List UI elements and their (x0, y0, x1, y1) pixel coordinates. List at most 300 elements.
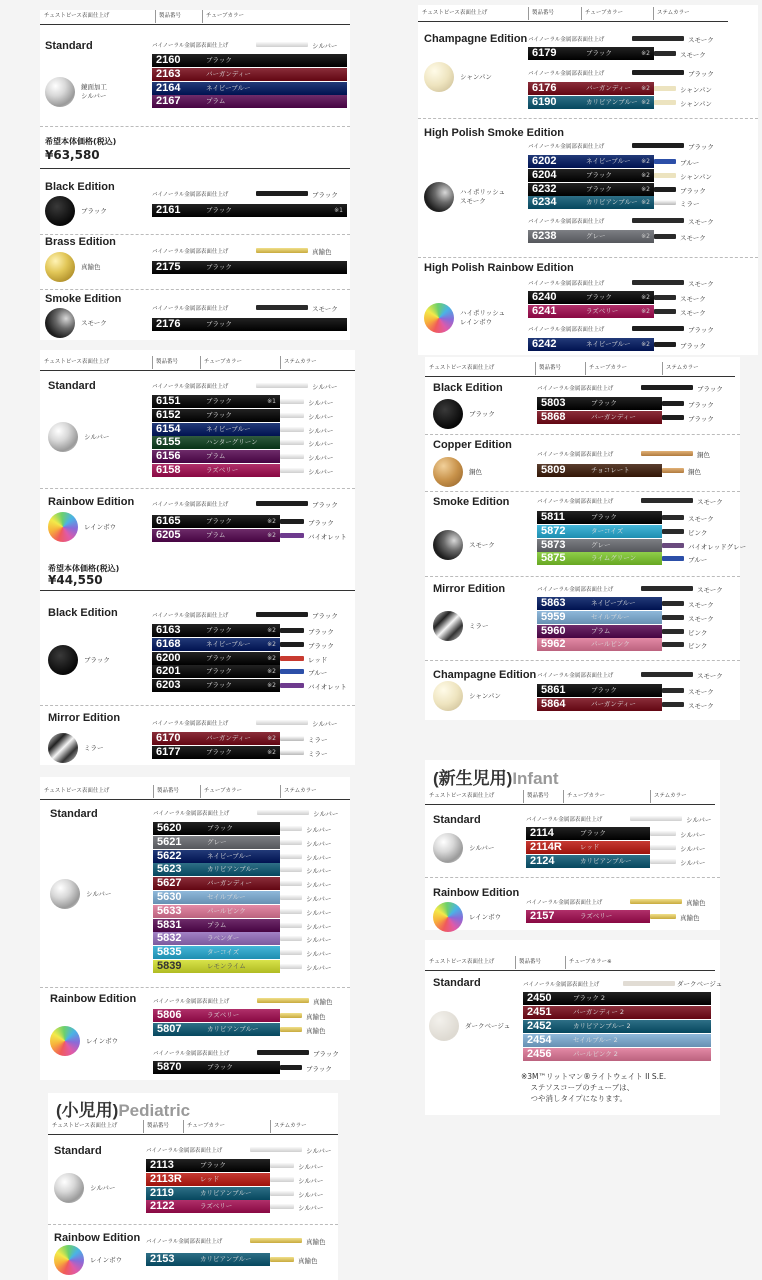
stem-color: ミラー (308, 749, 328, 758)
tube-color-name: ブラック (586, 170, 612, 179)
tube-color-name: カリビアンブルー (207, 865, 259, 874)
product-row[interactable] (153, 850, 280, 863)
product-row[interactable] (523, 1020, 711, 1033)
stem-color: シルバー (298, 1204, 324, 1213)
divider (425, 434, 740, 435)
chestpiece-swatch (45, 252, 75, 282)
edition-title: Copper Edition (433, 439, 512, 451)
header-separator (152, 356, 153, 369)
stem-color: スモーク (680, 51, 706, 59)
product-code: 6200 (156, 651, 181, 664)
edition-title: Smoke Edition (45, 293, 122, 305)
product-row[interactable] (152, 450, 280, 463)
binaural-value: ブラック (313, 1050, 339, 1058)
product-code: 6179 (532, 47, 557, 59)
product-row[interactable] (152, 624, 280, 637)
panel-pediatric (48, 1093, 338, 1280)
product-code: 5811 (541, 511, 565, 523)
stem-color: ブルー (308, 669, 328, 678)
stem-swatch (280, 881, 302, 886)
tube-color-name: カリビアンブルー (580, 856, 632, 865)
stem-color: ブラック (308, 641, 334, 650)
stem-color: シルバー (306, 853, 332, 862)
product-code: 2163 (156, 67, 181, 80)
stem-color: ブルー (680, 159, 700, 167)
chestpiece-finish-label: スモーク (469, 541, 495, 549)
product-code: 5621 (157, 835, 182, 848)
stem-color: シルバー (306, 922, 332, 931)
binaural-value: スモーク (312, 305, 338, 313)
binaural-label: バイノーラル金属部表面仕上げ (153, 811, 230, 817)
product-row[interactable] (152, 436, 280, 449)
header-separator (143, 1120, 144, 1133)
product-code: 2114R (530, 840, 562, 853)
product-row[interactable] (153, 1061, 280, 1074)
product-code: 6156 (156, 450, 181, 463)
product-code: 6152 (156, 408, 181, 421)
product-row[interactable] (152, 515, 280, 528)
product-code: 6168 (156, 637, 181, 650)
stem-color: ブラック (306, 1065, 332, 1073)
product-row[interactable] (528, 47, 654, 60)
divider (40, 705, 355, 706)
product-row[interactable] (526, 827, 650, 840)
tube-color-name: バーガンディー (206, 69, 251, 78)
product-row[interactable] (523, 1034, 711, 1047)
stem-color: シルバー (308, 399, 334, 407)
product-row[interactable] (153, 960, 280, 973)
binaural-value: ブラック (688, 70, 714, 78)
product-row[interactable] (526, 910, 650, 923)
product-row[interactable] (153, 1023, 280, 1036)
product-code: 5861 (541, 684, 566, 696)
product-row[interactable] (537, 411, 662, 424)
tube-color-name: ブラック 2 (573, 994, 606, 1002)
tube-color-name: ライムグリーン (591, 554, 637, 563)
stem-color: シルバー (306, 826, 332, 834)
product-row[interactable] (153, 877, 280, 890)
stem-swatch (280, 950, 302, 955)
footnote-mark: ※2 (641, 294, 650, 301)
stem-swatch (662, 642, 684, 647)
tube-color-name: ブラック (207, 1063, 233, 1071)
product-row[interactable] (152, 638, 280, 651)
chestpiece-swatch (54, 1173, 84, 1203)
chestpiece-swatch (433, 611, 463, 641)
product-row[interactable] (153, 891, 280, 904)
binaural-swatch (630, 899, 682, 904)
stem-swatch (654, 159, 676, 164)
binaural-label: バイノーラル金属部表面仕上げ (528, 71, 605, 77)
edition-title: Black Edition (48, 607, 118, 619)
product-row[interactable] (528, 96, 654, 109)
product-row[interactable] (152, 652, 280, 665)
header-separator (565, 956, 566, 969)
tube-color-name: レッド (580, 842, 600, 851)
chestpiece-finish-label: スモーク (81, 319, 107, 327)
edition-title: Standard (54, 1145, 102, 1157)
product-row[interactable] (152, 54, 347, 67)
binaural-label: バイノーラル金属部表面仕上げ (537, 499, 614, 505)
product-code: 2124 (530, 854, 555, 867)
table-header (425, 362, 735, 377)
tube-color-name: ブラック (586, 293, 612, 301)
product-row[interactable] (153, 863, 280, 876)
binaural-label: バイノーラル金属部表面仕上げ (146, 1239, 223, 1245)
header-cell: チェストピース表面仕上げ (44, 13, 110, 19)
stem-color: 真鍮色 (298, 1257, 318, 1265)
product-row[interactable] (528, 196, 654, 209)
tube-color-name: カリビアンブルー (200, 1188, 252, 1197)
product-row[interactable] (152, 395, 280, 408)
tube-color-name: グレー (586, 232, 606, 240)
header-cell: 製品番号 (147, 1123, 170, 1129)
binaural-value: スモーク (688, 280, 714, 288)
product-row[interactable] (152, 318, 347, 331)
product-code: 2175 (156, 261, 181, 273)
product-row[interactable] (153, 946, 280, 959)
stem-color: ミラー (680, 200, 700, 209)
header-cell: チューブカラー (567, 793, 606, 799)
stem-swatch (280, 840, 302, 845)
product-row[interactable] (528, 155, 654, 168)
stem-swatch (662, 468, 684, 473)
edition-title: Mirror Edition (48, 712, 121, 724)
stem-swatch (280, 454, 304, 459)
product-row[interactable] (537, 684, 662, 697)
product-row[interactable] (537, 511, 662, 524)
panel-cardiology-iv (40, 777, 350, 1080)
binaural-label: バイノーラル金属部表面仕上げ (152, 192, 229, 198)
product-row[interactable] (523, 1048, 711, 1061)
product-row[interactable] (152, 423, 280, 436)
edition-title: Black Edition (433, 382, 503, 394)
stem-color: シルバー (298, 1190, 324, 1199)
stem-color: スモーク (688, 614, 714, 623)
product-row[interactable] (152, 409, 280, 422)
tube-color-name: セイルブルー 2 (573, 1036, 618, 1044)
stem-color: シルバー (680, 844, 706, 853)
table-header (425, 956, 715, 971)
stem-swatch (662, 515, 684, 520)
edition-title: Champagne Edition (433, 669, 537, 681)
binaural-value: シルバー (312, 720, 338, 728)
product-row[interactable] (523, 992, 711, 1005)
binaural-swatch (256, 191, 308, 196)
divider (40, 168, 350, 169)
product-row[interactable] (528, 82, 654, 95)
stem-color: シルバー (306, 881, 332, 890)
stem-color: ブラック (688, 414, 714, 423)
tube-color-name: カリビアンブルー (207, 1024, 259, 1033)
product-row[interactable] (537, 638, 662, 651)
binaural-value: ブラック (312, 612, 338, 620)
binaural-swatch (632, 143, 684, 148)
stem-swatch (650, 914, 676, 919)
binaural-swatch (257, 810, 309, 815)
binaural-swatch (256, 612, 308, 617)
header-cell: チェストピース表面仕上げ (429, 793, 495, 799)
binaural-value: シルバー (312, 383, 338, 391)
tube-color-name: ネイビーブルー (586, 157, 631, 165)
stem-color: シルバー (306, 936, 332, 945)
binaural-value: ブラック (697, 385, 723, 393)
tube-color-name: ネイビーブルー (206, 424, 251, 433)
footnote: ※3M™リットマン®ライトウェイト II S.E. ステソスコープのチューブは、 つや消しタイプになります。 (521, 1072, 667, 1103)
product-row[interactable] (153, 836, 280, 849)
footnote-mark: ※2 (641, 233, 650, 240)
tube-color-name: ブラック (591, 399, 617, 407)
product-row[interactable] (153, 822, 280, 835)
tube-color-name: ブラック (206, 397, 232, 405)
product-code: 2452 (527, 1020, 552, 1032)
binaural-value: 真鍮色 (306, 1238, 326, 1246)
divider (40, 590, 355, 591)
edition-title: Rainbow Edition (48, 496, 135, 508)
binaural-swatch (256, 501, 308, 506)
product-row[interactable] (537, 597, 662, 610)
product-code: 6190 (532, 95, 557, 108)
stem-swatch (654, 234, 676, 239)
edition-title: Standard (433, 977, 481, 989)
stem-color: ピンク (688, 528, 708, 537)
stem-color: ブルー (688, 556, 708, 565)
product-row[interactable] (152, 732, 280, 745)
product-code: 2157 (530, 910, 555, 922)
stem-swatch (280, 642, 304, 647)
product-row[interactable] (526, 855, 650, 868)
chestpiece-swatch (50, 879, 80, 909)
binaural-swatch (256, 305, 308, 310)
stem-color: ピンク (688, 628, 708, 637)
edition-title: Brass Edition (45, 236, 116, 248)
product-row[interactable] (526, 841, 650, 854)
stem-color: シルバー (308, 468, 334, 476)
tube-color-name: ラベンダー (207, 934, 240, 943)
footnote-mark: ※2 (641, 185, 650, 193)
product-row[interactable] (537, 464, 662, 477)
product-code: 5863 (541, 597, 566, 609)
product-row[interactable] (528, 338, 654, 351)
stem-swatch (280, 867, 302, 872)
footnote-mark: ※2 (267, 640, 276, 648)
product-row[interactable] (537, 611, 662, 624)
product-row[interactable] (152, 82, 347, 95)
product-row[interactable] (528, 305, 654, 318)
product-row[interactable] (537, 625, 662, 638)
binaural-swatch (256, 42, 308, 47)
product-row[interactable] (537, 525, 662, 538)
product-code: 6238 (532, 230, 557, 242)
binaural-label: バイノーラル金属部表面仕上げ (152, 502, 229, 508)
edition-title: Mirror Edition (433, 583, 506, 595)
header-cell: 製品番号 (159, 13, 182, 19)
product-code: 6165 (156, 515, 181, 527)
tube-color-name: ブラック (591, 513, 617, 521)
product-code: 6155 (156, 436, 181, 449)
tube-color-name: ブラック (206, 626, 232, 634)
product-row[interactable] (146, 1200, 270, 1213)
product-row[interactable] (528, 230, 654, 243)
chestpiece-swatch (50, 1026, 80, 1056)
product-code: 5864 (541, 697, 566, 710)
product-code: 5872 (541, 524, 566, 537)
stem-swatch (270, 1177, 294, 1182)
product-code: 6204 (532, 168, 557, 181)
product-code: 6177 (156, 745, 181, 758)
stem-color: ブラック (688, 401, 714, 409)
product-row[interactable] (153, 1009, 280, 1022)
stem-color: シルバー (306, 908, 332, 917)
chestpiece-finish-label: ブラック (81, 207, 107, 215)
product-row[interactable] (523, 1006, 711, 1019)
stem-swatch (654, 100, 676, 105)
product-code: 2176 (156, 318, 181, 330)
stem-swatch (280, 413, 304, 418)
product-row[interactable] (152, 529, 280, 542)
product-row[interactable] (537, 397, 662, 410)
stem-color: スモーク (680, 295, 706, 303)
panel-limited-editions (418, 5, 758, 355)
stem-swatch (662, 543, 684, 548)
product-row[interactable] (528, 183, 654, 196)
table-header (40, 10, 350, 25)
tube-color-name: プラム (206, 97, 226, 106)
header-separator (280, 356, 281, 369)
header-cell: ステムカラー (666, 365, 699, 371)
product-row[interactable] (528, 169, 654, 182)
header-separator (523, 790, 524, 803)
binaural-label: バイノーラル金属部表面仕上げ (152, 249, 229, 255)
stem-color: シルバー (298, 1176, 324, 1185)
header-cell: 製品番号 (519, 959, 542, 965)
product-row[interactable] (537, 552, 662, 565)
stem-swatch (280, 468, 304, 473)
product-code: 5807 (157, 1022, 182, 1035)
product-row[interactable] (153, 919, 280, 932)
product-row[interactable] (152, 204, 347, 217)
tube-color-name: ブラック (580, 829, 606, 837)
product-row[interactable] (537, 698, 662, 711)
tube-color-name: ラズベリー (580, 912, 613, 920)
table-header (425, 790, 715, 805)
product-code: 6158 (156, 464, 181, 476)
product-row[interactable] (153, 932, 280, 945)
product-code: 2119 (150, 1186, 174, 1199)
tube-color-name: ラズベリー (206, 466, 239, 474)
title-prefix: (小児用) (56, 1101, 119, 1120)
binaural-label: バイノーラル金属部表面仕上げ (526, 900, 603, 906)
header-cell: ステムカラー (274, 1123, 307, 1129)
tube-color-name: プラム (206, 530, 226, 539)
header-separator (280, 785, 281, 798)
product-row[interactable] (146, 1159, 270, 1172)
title-prefix: (新生児用) (433, 769, 513, 788)
edition-title: Rainbow Edition (50, 993, 137, 1005)
product-row[interactable] (152, 679, 280, 692)
tube-color-name: パールピンク (207, 906, 246, 915)
product-code: 5803 (541, 397, 566, 409)
product-row[interactable] (146, 1173, 270, 1186)
tube-color-name: セイルブルー (207, 893, 246, 901)
binaural-label: バイノーラル金属部表面仕上げ (537, 673, 614, 679)
product-code: 6234 (532, 196, 557, 209)
stem-swatch (654, 173, 676, 178)
stem-swatch (654, 309, 676, 314)
stem-color: バイオレッドグレー (688, 542, 747, 551)
chestpiece-finish-label: レインボウ (86, 1037, 119, 1045)
product-row[interactable] (152, 746, 280, 759)
stem-color: バイオレット (308, 683, 347, 692)
product-row[interactable] (146, 1253, 270, 1266)
stem-color: シルバー (308, 454, 334, 463)
binaural-swatch (630, 816, 682, 821)
footnote-mark: ※2 (267, 735, 276, 742)
price-label: 希望本体価格(税込) (45, 137, 117, 146)
chestpiece-finish-label: ミラー (84, 744, 104, 752)
stem-swatch (654, 51, 676, 56)
divider (418, 118, 758, 119)
stem-color: シルバー (680, 831, 706, 839)
stem-color: 銅色 (688, 468, 701, 476)
tube-color-name: ブラック (206, 263, 232, 271)
divider (40, 126, 350, 127)
binaural-swatch (641, 672, 693, 677)
product-row[interactable] (528, 291, 654, 304)
chestpiece-swatch (48, 512, 78, 542)
binaural-value: シルバー (312, 42, 338, 50)
product-code: 5875 (541, 552, 566, 565)
product-row[interactable] (146, 1187, 270, 1200)
binaural-label: バイノーラル金属部表面仕上げ (152, 384, 229, 390)
chestpiece-finish-label: ブラック (84, 656, 110, 664)
footnote-mark: ※2 (267, 531, 276, 539)
chestpiece-swatch (424, 303, 454, 333)
chestpiece-finish-label: 銅色 (469, 468, 482, 476)
product-code: 5622 (157, 849, 182, 862)
binaural-value: 真鍮色 (686, 899, 706, 907)
tube-color-name: ブラック (206, 410, 232, 419)
product-row[interactable] (153, 905, 280, 918)
stem-color: ブラック (308, 628, 334, 636)
product-row[interactable] (152, 68, 347, 81)
header-separator (270, 1120, 271, 1133)
product-row[interactable] (152, 665, 280, 678)
tube-color-name: バーガンディー (591, 699, 636, 708)
product-row[interactable] (152, 95, 347, 108)
tube-color-name: バーガンディー (206, 734, 251, 742)
binaural-swatch (632, 36, 684, 41)
panel-classic-iii (40, 350, 355, 765)
binaural-value: スモーク (688, 36, 714, 44)
tube-color-name: ネイビーブルー (591, 599, 636, 607)
stem-swatch (270, 1163, 294, 1168)
product-row[interactable] (537, 539, 662, 552)
edition-title: High Polish Rainbow Edition (424, 262, 574, 274)
stem-color: シルバー (308, 412, 334, 421)
product-code: 6242 (532, 338, 557, 350)
header-separator (563, 790, 564, 803)
tube-color-name: ブラック (206, 667, 232, 676)
binaural-label: バイノーラル金属部表面仕上げ (537, 386, 614, 392)
product-row[interactable] (152, 464, 280, 477)
product-code: 2160 (156, 54, 181, 66)
binaural-label: バイノーラル金属部表面仕上げ (537, 452, 614, 458)
tube-color-name: カリビアンブルー (586, 97, 638, 106)
stem-color: シャンパン (680, 172, 712, 181)
binaural-label: バイノーラル金属部表面仕上げ (152, 306, 229, 312)
product-row[interactable] (152, 261, 347, 274)
